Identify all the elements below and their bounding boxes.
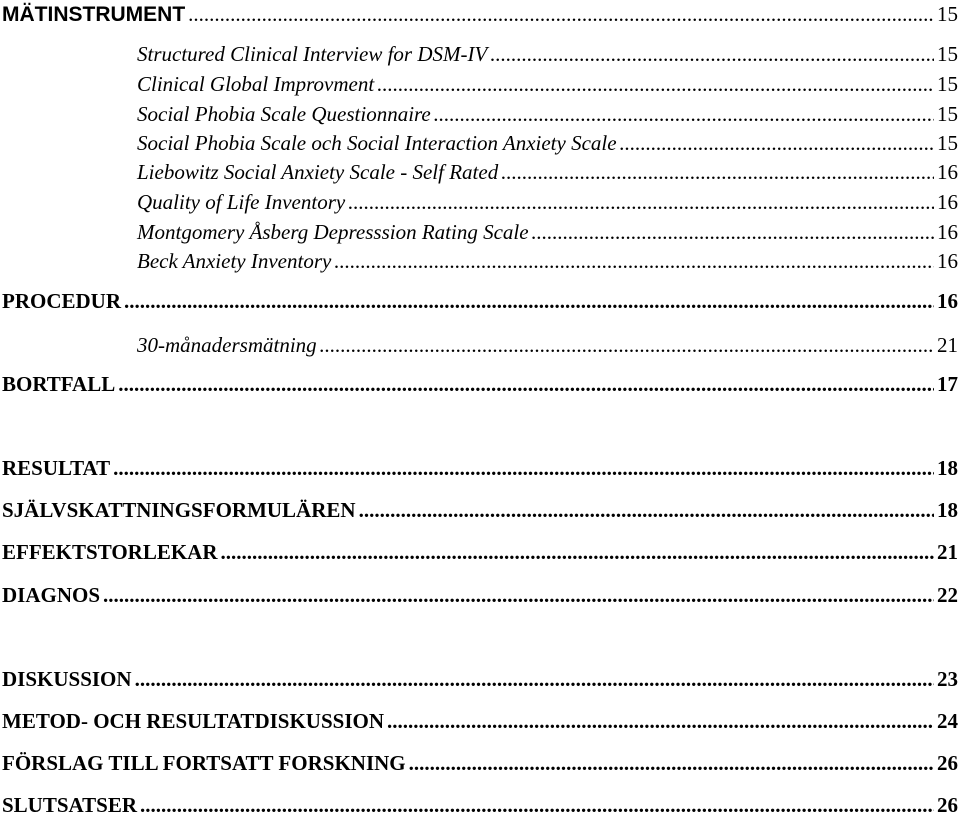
- toc-entry-procedur[interactable]: [2, 291, 958, 312]
- toc-entry-page: 15: [937, 131, 958, 155]
- dot-leader: [140, 795, 934, 816]
- toc-entry-page: 23: [937, 667, 958, 691]
- toc-entry-bortfall[interactable]: [2, 374, 958, 395]
- dot-leader: [490, 44, 934, 65]
- dot-leader: [320, 335, 934, 356]
- dot-leader: [113, 458, 934, 479]
- toc-entry-page: 16: [937, 249, 958, 273]
- toc-entry-label: Liebowitz Social Anxiety Scale - Self Rated: [137, 160, 499, 184]
- dot-leader: [359, 500, 934, 521]
- dot-leader: [409, 753, 934, 774]
- toc-entry-label: EFFEKTSTORLEKAR: [2, 540, 218, 564]
- dot-leader: [377, 74, 934, 95]
- toc-entry-page: 15: [937, 2, 958, 26]
- dot-leader: [532, 222, 934, 243]
- toc-entry-cgi[interactable]: [137, 74, 958, 95]
- dot-leader: [135, 669, 934, 690]
- toc-entry-lsas-sr[interactable]: [137, 162, 958, 183]
- dot-leader: [221, 542, 935, 563]
- toc-entry-effektstorlekar[interactable]: [2, 542, 958, 563]
- toc-entry-page: 22: [937, 583, 958, 607]
- toc-entry-diskussion[interactable]: [2, 669, 958, 690]
- toc-entry-label: Quality of Life Inventory: [137, 190, 346, 214]
- toc-entry-sjalvskattningsformularen[interactable]: [2, 500, 958, 521]
- toc-entry-page: 17: [937, 372, 958, 396]
- toc-entry-page: 16: [937, 190, 958, 214]
- toc-entry-label: Beck Anxiety Inventory: [137, 249, 332, 273]
- toc-entry-page: 18: [937, 456, 958, 480]
- toc-entry-label: DISKUSSION: [2, 667, 132, 691]
- toc-entry-label: FÖRSLAG TILL FORTSATT FORSKNING: [2, 751, 406, 775]
- toc-entry-label: MÄTINSTRUMENT: [2, 3, 186, 26]
- toc-entry-spsq[interactable]: [137, 104, 958, 125]
- toc-entry-page: 16: [937, 289, 958, 313]
- toc-entry-page: 16: [937, 160, 958, 184]
- toc-entry-qoli[interactable]: [137, 192, 958, 213]
- dot-leader: [620, 133, 934, 154]
- toc-entry-page: 24: [937, 709, 958, 733]
- toc-entry-30-manadersmatning[interactable]: [137, 335, 958, 356]
- toc-entry-label: SLUTSATSER: [2, 793, 138, 817]
- toc-entry-metod-och-resultatdiskussion[interactable]: [2, 711, 958, 732]
- toc-entry-slutsatser[interactable]: [2, 795, 958, 816]
- toc-entry-scid[interactable]: [137, 44, 958, 65]
- toc-entry-label: Social Phobia Scale och Social Interaction Anxiety Scale: [137, 131, 617, 155]
- toc-entry-page: 26: [937, 793, 958, 817]
- toc-entry-bai[interactable]: [137, 251, 958, 272]
- toc-entry-label: DIAGNOS: [2, 583, 101, 607]
- dot-leader: [434, 104, 934, 125]
- toc-entry-label: BORTFALL: [2, 372, 116, 396]
- dot-leader: [188, 4, 934, 25]
- dot-leader: [103, 585, 934, 606]
- toc-entry-label: Clinical Global Improvment: [137, 72, 375, 96]
- toc-entry-forslag-till-fortsatt-forskning[interactable]: [2, 753, 958, 774]
- toc-entry-diagnos[interactable]: [2, 585, 958, 606]
- dot-leader: [334, 251, 934, 272]
- dot-leader: [348, 192, 934, 213]
- toc-entry-label: Structured Clinical Interview for DSM-IV: [137, 42, 488, 66]
- toc-entry-matinstrument[interactable]: [2, 4, 958, 25]
- toc-entry-page: 21: [937, 333, 958, 357]
- toc-entry-label: PROCEDUR: [2, 289, 121, 313]
- toc-entry-page: 26: [937, 751, 958, 775]
- toc-entry-page: 16: [937, 220, 958, 244]
- toc-entry-label: METOD- OCH RESULTATDISKUSSION: [2, 709, 384, 733]
- toc-entry-page: 15: [937, 42, 958, 66]
- toc-entry-sps-sias[interactable]: [137, 133, 958, 154]
- dot-leader: [124, 291, 934, 312]
- toc-entry-madrs[interactable]: [137, 222, 958, 243]
- toc-entry-page: 18: [937, 498, 958, 522]
- dot-leader: [501, 162, 934, 183]
- toc-entry-label: SJÄLVSKATTNINGSFORMULÄREN: [2, 498, 356, 522]
- dot-leader: [387, 711, 934, 732]
- toc-entry-label: Montgomery Åsberg Depresssion Rating Scale: [137, 220, 529, 244]
- toc-entry-label: 30-månadersmätning: [137, 333, 317, 357]
- toc-entry-page: 21: [937, 540, 958, 564]
- toc-entry-label: Social Phobia Scale Questionnaire: [137, 102, 431, 126]
- toc-entry-page: 15: [937, 102, 958, 126]
- toc-entry-page: 15: [937, 72, 958, 96]
- toc-entry-resultat[interactable]: [2, 458, 958, 479]
- toc-entry-label: RESULTAT: [2, 456, 111, 480]
- dot-leader: [118, 374, 934, 395]
